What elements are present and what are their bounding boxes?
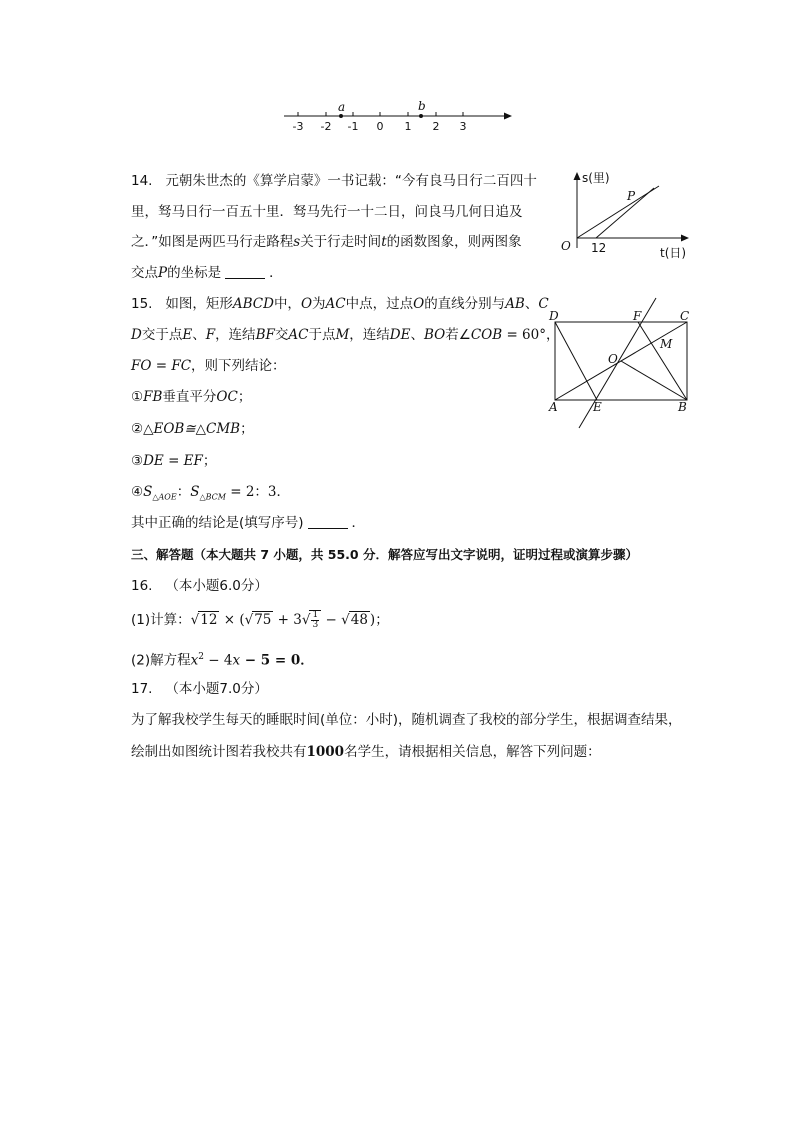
point-b-dot bbox=[419, 114, 423, 118]
fraction-numerator: 1 bbox=[312, 610, 319, 620]
q15-text: = 60°， bbox=[502, 327, 560, 343]
var-c: C bbox=[538, 296, 549, 312]
vertex-f-label: F bbox=[633, 309, 642, 323]
student-count: 1000 bbox=[306, 744, 345, 760]
sqrt-48: 48 bbox=[350, 612, 368, 628]
q15-text: ； bbox=[240, 421, 254, 437]
var-s: S bbox=[190, 484, 200, 500]
tick-12-label: 12 bbox=[591, 241, 607, 255]
subscript-bcm: △BCM bbox=[199, 492, 226, 502]
congruence-statement: △EOB≅△CMB bbox=[143, 421, 241, 437]
q15-text: 若∠ bbox=[445, 327, 471, 343]
var-d: D bbox=[131, 327, 142, 343]
q15-text: ； bbox=[237, 389, 252, 405]
tick-label: -3 bbox=[292, 120, 304, 133]
tick-label: -1 bbox=[347, 120, 359, 133]
equation-text: − 4 bbox=[203, 652, 233, 669]
section-3-title: 三、解答题（本大题共 7 小题，共 55.0 分．解答应写出文字说明，证明过程或演算步骤） bbox=[131, 547, 638, 562]
q17-line-1: 为了解我校学生每天的睡眠时间(单位：小时)，随机调查了我校的部分学生，根据调查结果， bbox=[131, 712, 682, 728]
vertex-d-label: D bbox=[549, 309, 559, 323]
vertex-e-label: E bbox=[593, 400, 602, 414]
q15-text: ，连结 bbox=[349, 327, 390, 343]
q15-text: ： bbox=[176, 484, 191, 500]
operator-text: + 3 bbox=[273, 612, 302, 628]
operator-text: × ( bbox=[219, 612, 245, 628]
var-o: O bbox=[300, 296, 313, 312]
ratio-value: = 2：3． bbox=[225, 484, 291, 500]
q15-text: 中点，过点 bbox=[345, 296, 414, 312]
var-abcd: ABCD bbox=[232, 296, 274, 312]
q15-text: 交 bbox=[274, 327, 289, 343]
var-oc: OC bbox=[216, 389, 238, 405]
conclusion-mark: ② bbox=[131, 421, 144, 437]
q17-points: （本小题7.0分） bbox=[165, 681, 268, 697]
var-x: x bbox=[232, 652, 241, 669]
y-axis-label: s(里) bbox=[582, 171, 610, 185]
q15-text: 垂直平分 bbox=[162, 389, 217, 405]
q15-text: 、 bbox=[192, 327, 206, 343]
var-de: DE bbox=[389, 327, 411, 343]
var-fb: FB bbox=[143, 389, 163, 405]
var-s: S bbox=[143, 484, 153, 500]
sqrt-12: 12 bbox=[200, 612, 218, 628]
vertex-o-label: O bbox=[608, 352, 618, 366]
q16-number: 16. bbox=[131, 578, 153, 594]
q15-conclusion-1 bbox=[131, 387, 251, 407]
q15-text: 、 bbox=[410, 327, 424, 343]
q15-text: 如图，矩形 bbox=[165, 296, 233, 312]
conclusion-mark: ③ bbox=[131, 453, 144, 469]
var-bo: BO bbox=[423, 327, 446, 343]
answer-blank bbox=[308, 514, 348, 529]
q14-text: 的坐标是 bbox=[167, 265, 222, 281]
point-a-dot bbox=[339, 114, 343, 118]
var-ac: AC bbox=[325, 296, 346, 312]
equation-text: − 5 = 0． bbox=[240, 652, 314, 669]
subscript-aoe: △AOE bbox=[152, 492, 177, 502]
fraction-denominator: 3 bbox=[312, 620, 319, 630]
q14-text: ． bbox=[269, 265, 283, 281]
sqrt-fraction bbox=[309, 610, 321, 630]
var-cob: COB bbox=[470, 327, 503, 343]
q17-heading bbox=[131, 679, 268, 699]
q15-text: 为 bbox=[312, 296, 326, 312]
q14-text: 元朝朱世杰的《算学启蒙》一书记载：“今有良马日行二百四十 bbox=[165, 173, 537, 189]
vertex-m-label: M bbox=[660, 337, 673, 351]
q14-text: 之．”如图是两匹马行走路程 bbox=[131, 234, 294, 250]
var-ab: AB bbox=[505, 296, 525, 312]
q14-line-1 bbox=[131, 171, 537, 191]
q15-text: ； bbox=[202, 453, 217, 469]
q15-text: 中， bbox=[273, 296, 301, 312]
operator-text: − bbox=[321, 612, 342, 628]
conclusion-mark: ④ bbox=[131, 484, 144, 500]
q15-text: ，则下列结论： bbox=[191, 358, 286, 374]
q14-text: 交点 bbox=[131, 265, 158, 281]
q15-text: ． bbox=[351, 515, 366, 531]
vertex-b-label: B bbox=[678, 400, 687, 414]
q14-line-4 bbox=[131, 263, 283, 283]
var-e: E bbox=[182, 327, 193, 343]
answer-blank bbox=[225, 264, 265, 279]
slow-horse-line bbox=[596, 188, 654, 238]
var-f: F bbox=[205, 327, 216, 343]
q15-line-2 bbox=[131, 325, 559, 345]
q15-conclusion-3 bbox=[131, 451, 216, 471]
part-label: (1)计算： bbox=[131, 612, 191, 628]
tick-label: 3 bbox=[459, 120, 467, 133]
var-m: M bbox=[335, 327, 350, 343]
tick-label: 0 bbox=[376, 120, 384, 133]
q15-text: 的直线分别与 bbox=[424, 296, 506, 312]
x-axis-label: t(日) bbox=[660, 246, 687, 260]
point-a-label: a bbox=[338, 100, 346, 114]
tick-label: 2 bbox=[432, 120, 440, 133]
vertex-a-label: A bbox=[549, 400, 558, 414]
operator-text: )； bbox=[369, 612, 389, 628]
q14-text: 的函数图象，则两图象 bbox=[386, 234, 522, 250]
q14-number: 14. bbox=[131, 173, 153, 189]
q16-part-1: (1)计算：√12 × (√75 + 3√ $\frac{1}{3}$ − √48 )； bbox=[131, 610, 389, 630]
var-o: O bbox=[413, 296, 425, 312]
q17-text: 名学生，请根据相关信息，解答下列问题： bbox=[344, 744, 601, 760]
q15-conclusion-4 bbox=[131, 482, 290, 508]
tick-label: -2 bbox=[320, 120, 332, 133]
equation-de-ef: DE = EF bbox=[143, 453, 203, 469]
point-p-label: P bbox=[627, 189, 636, 203]
var-p: P bbox=[158, 265, 168, 281]
part-label: (2)解方程 bbox=[131, 652, 191, 669]
q15-text: ，连结 bbox=[215, 327, 256, 343]
q15-text: 交于点 bbox=[141, 327, 183, 343]
q17-number: 17. bbox=[131, 681, 153, 697]
q15-text: 其中正确的结论是(填写序号) bbox=[131, 515, 304, 531]
number-line bbox=[280, 96, 520, 136]
q16-heading bbox=[131, 576, 268, 596]
q15-conclusion-2 bbox=[131, 419, 254, 439]
q16-part-2: (2)解方程$x^2 - 4x - 5 = 0$． bbox=[131, 652, 314, 669]
q15-number: 15. bbox=[131, 296, 153, 312]
vertex-c-label: C bbox=[680, 309, 690, 323]
q15-line-1 bbox=[131, 294, 549, 314]
origin-label: O bbox=[561, 239, 571, 253]
q15-text: 于点 bbox=[308, 327, 336, 343]
q16-points: （本小题6.0分） bbox=[165, 578, 268, 594]
var-bf: BF bbox=[255, 327, 275, 343]
q17-text: 绘制出如图统计图若我校共有 bbox=[131, 744, 307, 760]
tick-label: 1 bbox=[404, 120, 412, 133]
q15-text: 、 bbox=[524, 296, 539, 312]
q14-text: 关于行走时间 bbox=[300, 234, 382, 250]
q14-text: 里，驽马日行一百五十里．驽马先行一十二日，问良马几何日追及 bbox=[131, 204, 523, 220]
var-s: s bbox=[293, 234, 301, 250]
conclusion-mark: ① bbox=[131, 389, 144, 405]
sqrt-75: 75 bbox=[254, 612, 272, 628]
q15-answer-line bbox=[131, 513, 365, 533]
q15-line-3 bbox=[131, 356, 286, 376]
point-b-label: b bbox=[418, 99, 426, 113]
var-t: t bbox=[381, 234, 387, 250]
q14-line-2 bbox=[131, 202, 523, 222]
var-x: x bbox=[190, 652, 199, 669]
q14-line-3 bbox=[131, 232, 522, 252]
equation-fo-fc: FO = FC bbox=[131, 358, 192, 374]
var-ac: AC bbox=[288, 327, 309, 343]
q14-graph bbox=[556, 168, 696, 262]
q17-line-2 bbox=[131, 742, 601, 762]
q15-figure bbox=[545, 295, 705, 435]
